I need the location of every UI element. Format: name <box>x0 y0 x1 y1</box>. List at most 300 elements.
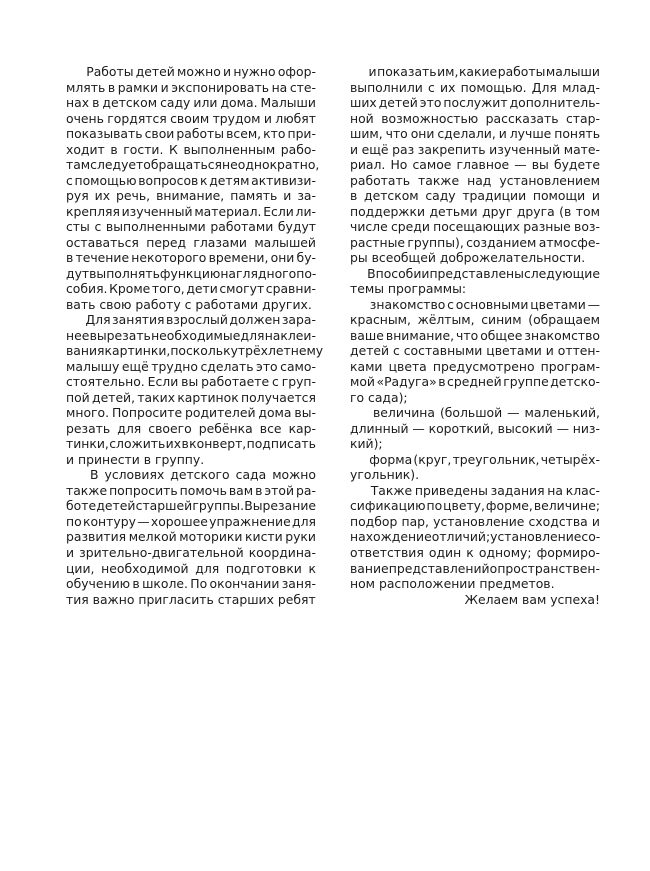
line-word: ещё <box>361 141 389 157</box>
line-word: и <box>160 79 169 95</box>
line-word: стоятельно. <box>66 374 145 390</box>
line-word: дети <box>186 281 218 297</box>
text-line <box>66 204 316 220</box>
line-word: обучению <box>66 576 131 592</box>
line-word: к <box>308 560 316 576</box>
line-word: неоднократно, <box>222 157 320 173</box>
line-word: также <box>66 482 108 498</box>
paragraph-indent <box>350 297 368 313</box>
line-word: послужит <box>443 95 508 111</box>
line-word: в <box>181 436 189 452</box>
paragraph-indent <box>350 405 368 421</box>
line-word: с <box>94 219 102 235</box>
text-line <box>66 545 316 561</box>
line-word: при- <box>287 126 316 142</box>
line-text: темы программы: <box>350 281 467 297</box>
text-line <box>350 64 600 80</box>
line-word: можно <box>177 64 221 79</box>
line-word: Малыши <box>260 95 316 111</box>
line-word: дут <box>66 265 90 281</box>
text-line <box>66 592 316 608</box>
line-word: оставаться <box>66 234 139 250</box>
line-word: — <box>556 420 569 436</box>
line-word: руки <box>285 529 316 545</box>
line-word: поддержки <box>350 203 426 219</box>
line-word: треугольник, <box>452 451 540 467</box>
line-word: красным, <box>350 312 411 328</box>
text-line <box>350 452 600 468</box>
line-word: вания <box>66 343 105 359</box>
line-word: вы <box>531 157 549 173</box>
line-word: цвета <box>388 358 427 374</box>
line-word: это <box>256 358 278 374</box>
line-word: выполненным <box>183 141 276 157</box>
line-word: там <box>66 157 91 173</box>
line-word: своим <box>170 110 210 126</box>
line-text: ном расположении предметов. <box>350 576 555 592</box>
line-word: — <box>412 420 425 436</box>
two-column-layout <box>66 64 600 607</box>
line-word: боте <box>66 498 97 514</box>
text-line <box>350 390 600 406</box>
line-word: работы <box>497 64 546 79</box>
line-word: — <box>507 405 520 421</box>
line-word: мелкой <box>128 529 177 545</box>
text-line <box>66 467 316 483</box>
line-word: сты <box>66 219 90 235</box>
line-word: посещающих <box>433 219 520 235</box>
line-word: нужно <box>233 64 276 79</box>
line-word: детей <box>378 95 418 111</box>
paragraph-right-4 <box>350 405 600 452</box>
line-word: зрительно-двигательной <box>79 544 244 560</box>
text-line <box>66 219 316 235</box>
paragraph-right-5 <box>350 452 600 483</box>
line-word: моторики <box>179 529 243 545</box>
line-word: лучше <box>509 126 552 142</box>
line-word: для <box>117 420 142 436</box>
line-word: обращаться <box>143 157 223 173</box>
line-word: пространствен- <box>497 560 600 576</box>
line-word: и <box>263 110 272 126</box>
line-word: ной <box>350 110 374 126</box>
text-line <box>350 266 600 282</box>
line-word: ещё <box>121 358 149 374</box>
text-line <box>350 142 600 158</box>
line-word: за- <box>297 188 316 204</box>
paragraph-indent <box>66 467 84 483</box>
line-word: пособии <box>375 265 430 281</box>
line-word: показывать <box>66 126 143 142</box>
text-line <box>350 498 600 514</box>
line-word: саду <box>160 95 191 111</box>
line-word: сификацию <box>350 498 426 514</box>
line-word: Также <box>370 482 413 498</box>
line-word: синим <box>481 312 522 328</box>
line-word: глазами <box>193 234 247 250</box>
line-text: го сада); <box>350 389 408 405</box>
line-word: они <box>270 250 295 266</box>
line-word: окончании <box>209 576 280 592</box>
line-text: угольник). <box>350 467 420 483</box>
line-word: и <box>223 64 232 79</box>
line-word: их <box>94 188 111 204</box>
line-word: группе <box>503 374 549 390</box>
line-word: помощи <box>532 188 586 204</box>
text-line <box>350 126 600 142</box>
line-word: средней <box>447 374 502 390</box>
line-word: к <box>200 172 208 188</box>
line-word: развития <box>66 529 127 545</box>
text-line <box>350 545 600 561</box>
line-word: Но <box>390 157 408 173</box>
line-word: оттен- <box>557 343 600 359</box>
line-word: — <box>137 513 150 529</box>
line-word: тинки, <box>66 436 109 452</box>
line-word: того, <box>151 281 185 297</box>
line-word: собия. <box>66 281 108 297</box>
text-line <box>66 483 316 499</box>
line-word: сделать <box>200 358 254 374</box>
text-line <box>350 359 600 375</box>
line-word: приведены <box>414 482 488 498</box>
line-word: попросить <box>109 482 178 498</box>
line-word: детей <box>96 498 136 514</box>
line-word: крепляя <box>66 203 120 219</box>
line-word: изученный <box>121 203 193 219</box>
line-word: и <box>498 126 507 142</box>
line-word: Кроме <box>109 281 151 297</box>
line-word: том <box>575 203 600 219</box>
line-word: ваше <box>350 327 384 343</box>
line-word: ребёнка <box>198 420 253 436</box>
text-line <box>66 235 316 251</box>
line-word: детей <box>135 64 175 79</box>
text-line <box>350 80 600 96</box>
left-text-column <box>66 64 324 607</box>
line-word: картинок <box>177 389 239 405</box>
text-line <box>66 390 316 406</box>
line-word: к <box>466 544 474 560</box>
line-word: с <box>447 296 454 312</box>
line-word: в <box>132 576 140 592</box>
line-word: один <box>428 544 462 560</box>
text-line <box>66 157 320 173</box>
paragraph-indent <box>350 483 368 499</box>
line-word: главное <box>456 157 510 173</box>
line-word: ра- <box>295 482 316 498</box>
line-word: подписать <box>246 436 316 452</box>
line-word: и <box>545 343 554 359</box>
line-word: В <box>367 265 376 281</box>
line-word: малышу <box>66 358 120 374</box>
paragraph-indent <box>350 266 367 282</box>
line-word: ходит <box>66 141 105 157</box>
line-word: на <box>547 482 563 498</box>
line-word: выполненными <box>105 219 206 235</box>
line-word: знакомство <box>524 327 600 343</box>
line-word: изученный <box>489 141 561 157</box>
line-word: ли- <box>295 203 316 219</box>
line-word: предусмотрено <box>432 358 535 374</box>
line-word: установлением <box>499 172 600 188</box>
line-word: подбор <box>350 513 398 529</box>
line-word: длинный <box>350 420 409 436</box>
closing-line <box>350 592 600 608</box>
line-word: работать <box>350 172 411 188</box>
line-text: ры всеобщей доброжелательности. <box>350 250 586 266</box>
line-word: выполнили <box>350 79 423 95</box>
line-word: дома <box>258 405 292 421</box>
line-word: ших <box>350 95 377 111</box>
text-line <box>66 250 316 266</box>
right-text-column <box>350 64 600 607</box>
line-word: и <box>591 513 600 529</box>
line-word: низ- <box>572 420 600 436</box>
line-word: получается <box>240 389 316 405</box>
line-word: выполнять <box>89 265 160 281</box>
paragraph-left-1 <box>66 64 320 312</box>
line-word: наглядного <box>220 265 297 281</box>
line-word: малышей <box>254 234 316 250</box>
text-line <box>350 374 600 390</box>
text-line <box>350 576 600 592</box>
line-word: необходимой <box>101 560 189 576</box>
text-line <box>66 561 316 577</box>
line-word: с <box>428 79 435 95</box>
text-line <box>350 219 600 235</box>
line-word: для <box>195 560 220 576</box>
line-word: общее <box>480 327 523 343</box>
line-word: вы- <box>294 405 316 421</box>
line-word: для <box>240 327 265 343</box>
line-word: и <box>591 188 600 204</box>
line-word: представлены <box>429 265 524 281</box>
line-word: работы <box>176 126 225 142</box>
line-word: трёхлетнему <box>237 343 324 359</box>
line-word: детей <box>350 343 390 359</box>
line-word: пар, <box>401 513 429 529</box>
line-word: трудно <box>151 358 198 374</box>
line-word: старшей <box>135 498 193 514</box>
line-text: и принести в группу. <box>66 451 205 467</box>
line-word: По <box>190 576 208 592</box>
line-word: конверт, <box>189 436 247 452</box>
line-word: работаете <box>201 374 270 390</box>
text-line <box>66 142 316 158</box>
line-word: нахождение <box>350 529 432 545</box>
text-line <box>350 405 600 421</box>
line-word: трудом <box>212 110 261 126</box>
line-word: друг <box>482 203 513 219</box>
line-word: и <box>283 188 292 204</box>
text-line <box>350 297 600 313</box>
line-word: форма <box>369 451 413 467</box>
line-word: саду <box>425 188 456 204</box>
text-line <box>66 80 316 96</box>
line-word: млять <box>66 79 106 95</box>
text-line <box>350 529 600 545</box>
line-word: вырезать <box>89 327 151 343</box>
line-word: цвету, <box>443 498 485 514</box>
line-word: ками <box>350 358 383 374</box>
text-line <box>350 328 600 344</box>
line-word: програм- <box>540 358 600 374</box>
line-word: над <box>467 172 492 188</box>
line-word: гости. <box>123 141 164 157</box>
line-word: детско- <box>550 374 600 390</box>
text-line <box>66 436 316 452</box>
line-word: и <box>368 64 377 79</box>
line-word: одному; <box>478 544 532 560</box>
text-line <box>350 157 600 173</box>
line-word: по <box>66 513 82 529</box>
line-word: помощью <box>74 172 137 188</box>
text-line <box>350 467 600 483</box>
line-word: они <box>410 126 435 142</box>
line-word: кто <box>263 126 286 142</box>
line-word: резать <box>66 420 111 436</box>
line-word: стар- <box>566 110 600 126</box>
line-word: детском <box>364 188 419 204</box>
line-word: ответствия <box>350 544 424 560</box>
line-word: раз <box>392 141 415 157</box>
line-text: вать свою работу с работами других. <box>66 296 312 312</box>
line-word: В <box>89 467 99 483</box>
line-word: жёлтым, <box>417 312 475 328</box>
line-word: офор- <box>277 64 316 79</box>
line-word: высокий <box>497 420 553 436</box>
text-line <box>66 576 316 592</box>
text-line <box>350 436 600 452</box>
line-word: свои <box>144 126 175 142</box>
paragraph-right-2 <box>350 266 600 297</box>
line-word: и <box>66 544 75 560</box>
line-word: нее <box>66 327 90 343</box>
line-word: (круг, <box>413 451 452 467</box>
line-word: заня- <box>281 576 316 592</box>
line-word: их <box>165 436 182 452</box>
text-line <box>66 529 316 545</box>
line-word: — <box>587 296 600 312</box>
line-word: с <box>393 343 400 359</box>
line-word: растные <box>350 234 405 250</box>
paragraph-indent <box>66 64 84 80</box>
line-word: некоторого <box>131 250 207 266</box>
line-word: рамки <box>117 79 159 95</box>
line-word: форме, <box>485 498 533 514</box>
text-line <box>350 111 600 127</box>
line-word: перед <box>146 234 187 250</box>
page-text-body <box>66 64 600 607</box>
line-word: «Радуга» <box>376 374 437 390</box>
line-word: закрепить <box>417 141 486 157</box>
text-line <box>350 561 600 577</box>
line-word: сада <box>235 467 267 483</box>
text-line <box>350 204 600 220</box>
line-word: формиро- <box>536 544 600 560</box>
line-word: работами <box>210 219 274 235</box>
line-word: картинки, <box>104 343 171 359</box>
text-line <box>66 374 316 390</box>
text-line <box>66 188 316 204</box>
line-word: в <box>255 482 263 498</box>
line-word: рассказать <box>485 110 559 126</box>
paragraph-indent <box>350 452 368 468</box>
text-line <box>66 266 316 282</box>
line-word: млад- <box>562 79 600 95</box>
paragraph-right-1 <box>350 64 600 266</box>
line-word: К <box>169 141 178 157</box>
text-line <box>350 592 600 608</box>
line-word: смогут <box>219 281 265 297</box>
line-word: Для <box>531 79 557 95</box>
line-word: шим, <box>350 126 383 142</box>
text-line <box>66 126 316 142</box>
line-word: в <box>66 250 74 266</box>
line-word: вопросов <box>138 172 199 188</box>
line-word: своего <box>148 420 192 436</box>
text-line <box>66 452 316 468</box>
line-word: хорошее <box>150 513 208 529</box>
line-word: Вырезание <box>244 498 316 514</box>
line-word: можно <box>272 467 316 483</box>
line-word: дополнитель- <box>509 95 600 111</box>
line-word: координа- <box>248 544 316 560</box>
text-line <box>66 359 316 375</box>
text-line <box>66 514 316 530</box>
line-word: внимание, <box>385 327 455 343</box>
line-word: отличий; <box>431 529 491 545</box>
text-line <box>350 514 600 530</box>
line-word: на <box>271 79 288 95</box>
line-word: атмосфе- <box>538 234 600 250</box>
line-word: следующие <box>523 265 600 281</box>
line-word: группы. <box>192 498 245 514</box>
line-word: в <box>438 374 446 390</box>
line-word: четырёх- <box>540 451 600 467</box>
line-word: будут <box>277 219 316 235</box>
line-word: все <box>259 420 282 436</box>
line-word: любят <box>275 110 316 126</box>
text-line <box>66 111 316 127</box>
line-word: величина <box>372 405 435 421</box>
line-word: мате- <box>563 141 600 157</box>
line-word: воз- <box>574 219 600 235</box>
paragraph-indent <box>66 312 84 328</box>
line-word: бу- <box>296 250 316 266</box>
line-word: им, <box>437 64 459 79</box>
line-word: это <box>419 95 442 111</box>
line-word: по- <box>296 265 317 281</box>
line-word: (большой <box>439 405 503 421</box>
text-line <box>66 173 316 189</box>
line-word: материал. <box>194 203 262 219</box>
line-word: представлений <box>388 560 490 576</box>
text-line <box>350 312 600 328</box>
line-word: среди <box>390 219 430 235</box>
line-word: знакомство <box>369 296 446 312</box>
text-line <box>350 483 600 499</box>
line-word: (в <box>559 203 572 219</box>
line-word: должен <box>229 312 281 328</box>
line-word: цветами <box>486 343 542 359</box>
line-word: традиции <box>462 188 527 204</box>
line-word: для <box>292 513 316 529</box>
line-word: также <box>418 172 460 188</box>
line-word: кар- <box>288 420 316 436</box>
line-word: подготовки <box>225 560 302 576</box>
